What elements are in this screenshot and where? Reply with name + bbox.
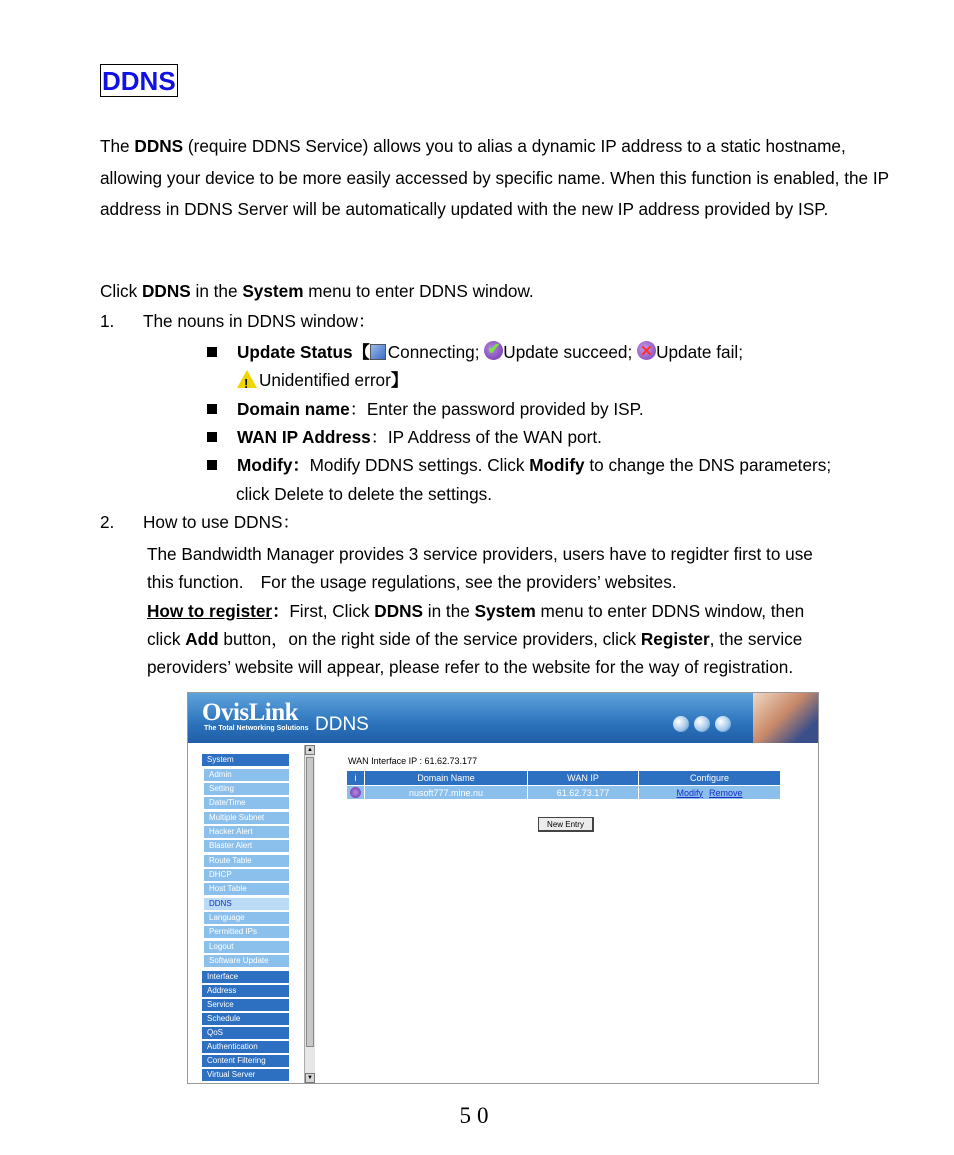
col-domain-name: Domain Name bbox=[365, 771, 528, 786]
table-row bbox=[347, 786, 781, 800]
sidebar-item-content-filtering[interactable]: Content Filtering bbox=[202, 1055, 289, 1067]
globe-icon bbox=[694, 716, 710, 732]
sidebar-item-authentication[interactable]: Authentication bbox=[202, 1041, 289, 1053]
sidebar-item-address[interactable]: Address bbox=[202, 985, 289, 997]
scroll-thumb[interactable] bbox=[306, 757, 314, 1047]
connecting-icon bbox=[370, 344, 386, 360]
list-item-2: 2. How to use DDNS： bbox=[100, 512, 300, 532]
globe-icon bbox=[715, 716, 731, 732]
sidebar-item-setting[interactable]: Setting bbox=[204, 783, 289, 795]
list-item-1: 1. The nouns in DDNS window： bbox=[100, 311, 376, 331]
status-cell bbox=[347, 786, 365, 800]
update-succeed-icon bbox=[484, 341, 503, 360]
col-configure: Configure bbox=[639, 771, 781, 786]
ddns-screenshot bbox=[187, 692, 819, 1084]
sidebar-item-virtual-server[interactable]: Virtual Server bbox=[202, 1069, 289, 1081]
sidebar-item-software-update[interactable]: Software Update bbox=[204, 955, 289, 967]
sidebar-item-ddns[interactable]: DDNS bbox=[204, 898, 289, 910]
sidebar-item-route-table[interactable]: Route Table bbox=[204, 855, 289, 867]
sidebar-item-admin[interactable]: Admin bbox=[204, 769, 289, 781]
table-header-row bbox=[347, 771, 781, 786]
globe-icon bbox=[673, 716, 689, 732]
bullet-modify-cont: click Delete to delete the settings. bbox=[236, 484, 493, 504]
sidebar-item-schedule[interactable]: Schedule bbox=[202, 1013, 289, 1025]
sidebar-item-service[interactable]: Service bbox=[202, 999, 289, 1011]
new-entry-button[interactable]: New Entry bbox=[538, 817, 594, 832]
page-heading: DDNS bbox=[102, 66, 176, 96]
sidebar-scrollbar[interactable] bbox=[304, 745, 315, 1083]
bullet-domain-name: Domain name：Enter the password provided by ISP. bbox=[237, 399, 644, 419]
domain-cell: nusoft777.mine.nu bbox=[365, 786, 528, 800]
sidebar-item-dhcp[interactable]: DHCP bbox=[204, 869, 289, 881]
page-number: 50 bbox=[459, 1103, 495, 1128]
wan-interface-ip: WAN Interface IP : 61.62.73.177 bbox=[348, 756, 478, 766]
ddns-table bbox=[346, 770, 781, 800]
header-photo bbox=[753, 693, 818, 743]
ovislink-logo: OvisLink bbox=[202, 699, 299, 726]
sidebar-item-date-time[interactable]: Date/Time bbox=[204, 797, 289, 809]
scroll-up-arrow-icon[interactable]: ▲ bbox=[305, 745, 315, 755]
intro-paragraph: The DDNS (require DDNS Service) allows you to alias a dynamic IP address to a static hostname, allowing your device to be more easily accessed by specific name. When this function is enabled, the IP address in DDNS Server will be automatically updated with the new IP address provided by ISP. bbox=[100, 136, 889, 219]
col-wan-ip: WAN IP bbox=[528, 771, 639, 786]
logo-tagline: The Total Networking Solutions bbox=[204, 725, 309, 732]
scroll-down-arrow-icon[interactable]: ▼ bbox=[305, 1073, 315, 1083]
providers-text-1: The Bandwidth Manager provides 3 service providers, users have to regidter first to use bbox=[147, 544, 813, 564]
wan-ip-cell: 61.62.73.177 bbox=[528, 786, 639, 800]
bullet-wan-ip: WAN IP Address：IP Address of the WAN port. bbox=[237, 427, 602, 447]
col-info: i bbox=[347, 771, 365, 786]
screenshot-header bbox=[188, 693, 818, 743]
update-succeed-icon bbox=[350, 787, 361, 798]
configure-cell bbox=[639, 786, 781, 800]
sidebar-item-system[interactable]: System bbox=[202, 754, 289, 766]
sidebar-item-hacker-alert[interactable]: Hacker Alert bbox=[204, 826, 289, 838]
register-text-1: How to register：First, Click DDNS in the System menu to enter DDNS window, then bbox=[147, 601, 805, 621]
screenshot-title: DDNS bbox=[315, 714, 369, 735]
sidebar-item-permitted-ips[interactable]: Permitted IPs bbox=[204, 926, 289, 938]
bullet-modify: Modify：Modify DDNS settings. Click Modify to change the DNS parameters; bbox=[237, 455, 832, 475]
sidebar-item-interface[interactable]: Interface bbox=[202, 971, 289, 983]
providers-text-2: this function. For the usage regulations, see the providers’ websites. bbox=[147, 572, 677, 592]
modify-link[interactable]: Modify bbox=[676, 787, 703, 798]
globe-icons bbox=[673, 716, 736, 737]
sidebar-item-multiple-subnet[interactable]: Multiple Subnet bbox=[204, 812, 289, 824]
register-text-2: click Add button，on the right side of the service providers, click Register, the service bbox=[147, 629, 803, 649]
register-text-3: peroviders’ website will appear, please refer to the website for the way of registration. bbox=[147, 657, 794, 677]
sidebar-item-blaster-alert[interactable]: Blaster Alert bbox=[204, 840, 289, 852]
warning-icon bbox=[237, 370, 257, 388]
click-instruction: Click DDNS in the System menu to enter DDNS window. bbox=[100, 281, 534, 301]
update-fail-icon bbox=[637, 341, 656, 360]
bullet-update-status: Update Status【 Connecting; ✔ Update succeed; ✕ Update fail; bbox=[237, 341, 743, 363]
sidebar-item-qos[interactable]: QoS bbox=[202, 1027, 289, 1039]
sidebar-item-logout[interactable]: Logout bbox=[204, 941, 289, 953]
sidebar-menu bbox=[188, 745, 311, 1083]
sidebar-item-language[interactable]: Language bbox=[204, 912, 289, 924]
bullet-update-status-cont: !Unidentified error】 bbox=[237, 369, 408, 391]
remove-link[interactable]: Remove bbox=[709, 787, 743, 798]
sidebar-item-host-table[interactable]: Host Table bbox=[204, 883, 289, 895]
